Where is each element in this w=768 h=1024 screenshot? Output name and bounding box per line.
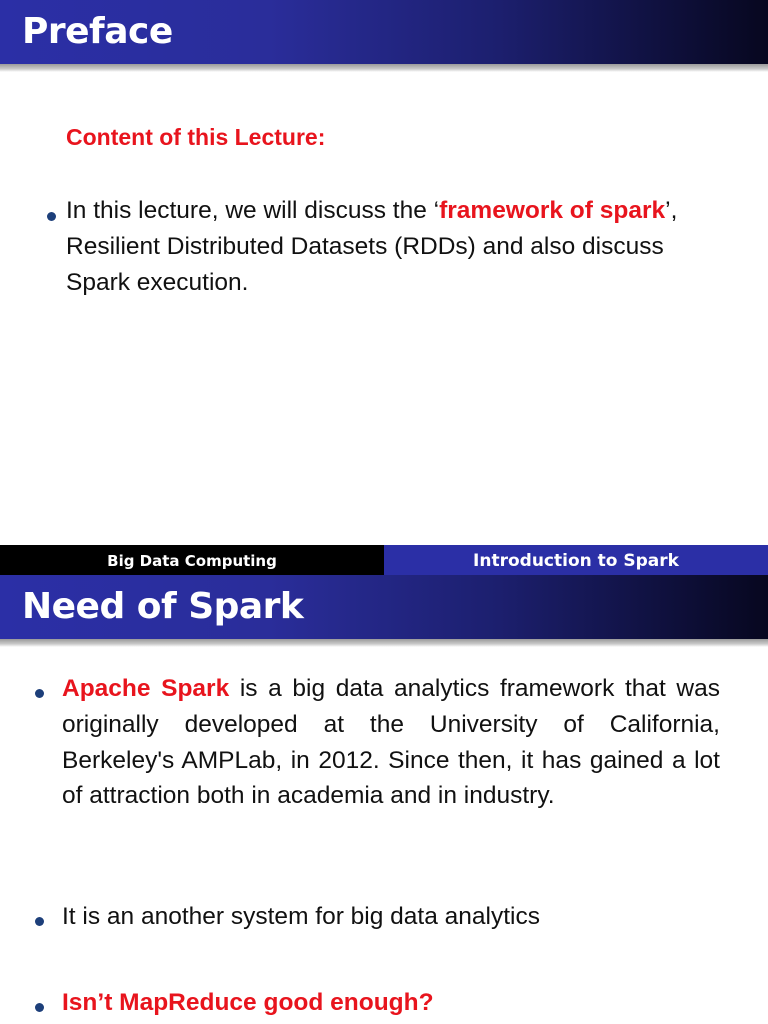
title-shadow bbox=[0, 639, 768, 647]
footer-right bbox=[384, 545, 768, 575]
footer-topic: Introduction to Spark bbox=[473, 551, 679, 571]
slide-footer bbox=[0, 545, 768, 575]
bullet-icon bbox=[35, 917, 44, 926]
bullet-text-highlight: framework of spark bbox=[439, 197, 666, 224]
content-heading: Content of this Lecture: bbox=[66, 124, 326, 150]
footer-course-name: Big Data Computing bbox=[107, 552, 277, 570]
bullet-text-after: ’, Resilient Distributed Datasets (RDDs) and also discuss Spark execution. bbox=[66, 197, 678, 296]
bullet-icon bbox=[35, 1003, 44, 1012]
bullet-icon bbox=[47, 212, 56, 221]
slide-title: Need of Spark bbox=[22, 586, 304, 627]
bullet-text bbox=[66, 193, 726, 300]
footer-left bbox=[0, 545, 384, 575]
slide-title: Preface bbox=[22, 11, 173, 52]
slide-title-bar bbox=[0, 0, 768, 64]
bullet-text-before: In this lecture, we will discuss the ‘ bbox=[66, 197, 440, 224]
slide-need-of-spark bbox=[0, 575, 768, 1024]
bullet-text: It is an another system for big data analytics bbox=[62, 903, 540, 930]
bullet-question: Isn’t MapReduce good enough? bbox=[62, 989, 434, 1016]
bullet-text bbox=[62, 671, 720, 814]
bullet-text-highlight: Apache Spark bbox=[62, 675, 230, 702]
bullet-text-after: is a big data analytics framework that was originally developed at the University of California, Berkeley's AMPLab, in 2012. Since then, it has gained a lot of attraction both in academia and in industry. bbox=[62, 675, 720, 810]
bullet-icon bbox=[35, 689, 44, 698]
title-shadow bbox=[0, 64, 768, 72]
slide-title-bar bbox=[0, 575, 768, 639]
